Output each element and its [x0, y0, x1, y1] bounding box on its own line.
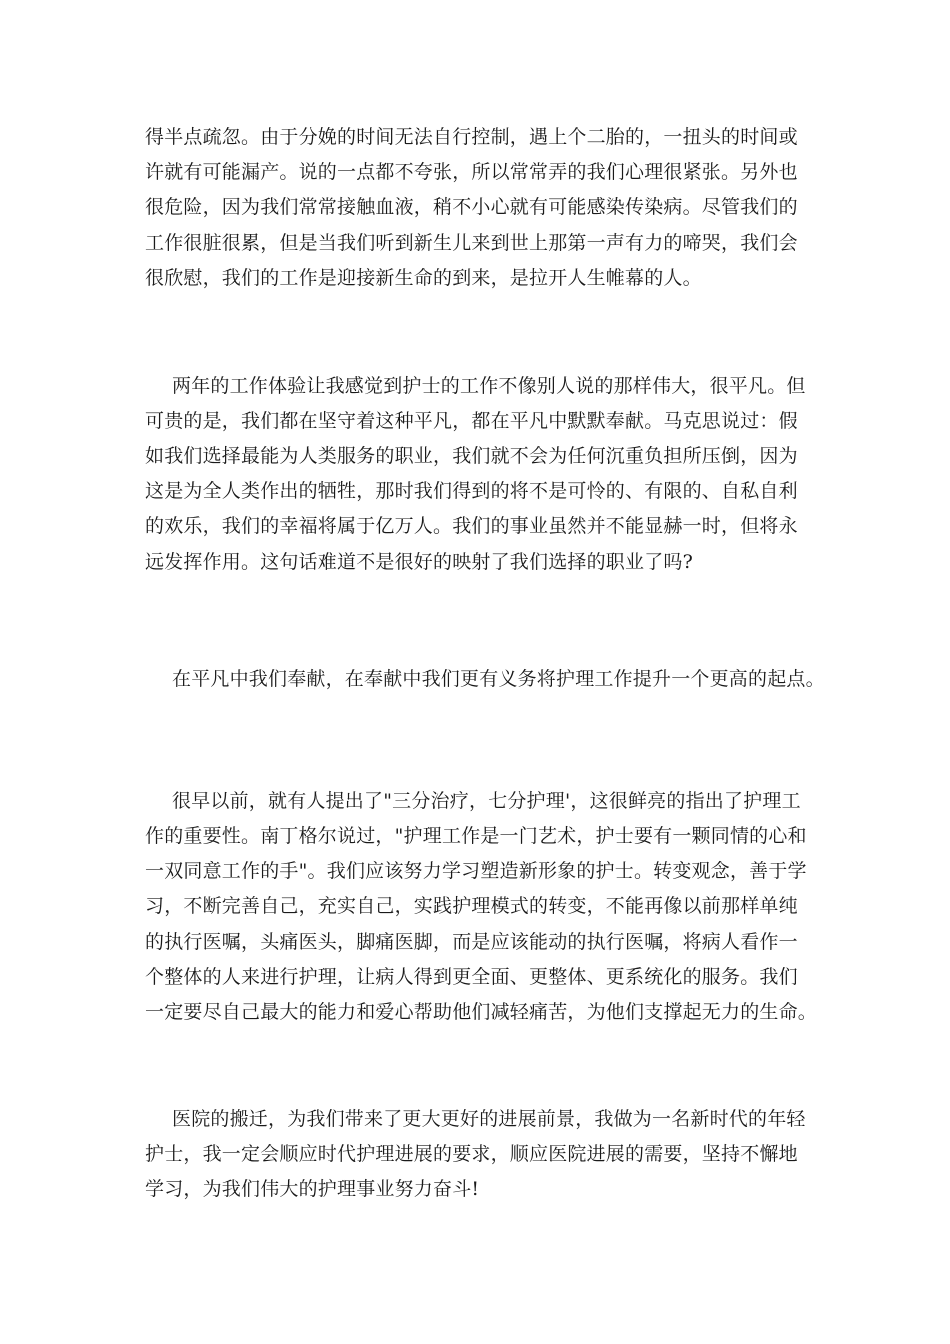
paragraph-4-line-3: 一双同意工作的手"。我们应该努力学习塑造新形象的护士。转变观念，善于学 — [145, 860, 807, 882]
paragraph-1-line-5: 很欣慰，我们的工作是迎接新生命的到来，是拉开人生帷幕的人。 — [145, 267, 702, 289]
paragraph-1-line-3: 很危险，因为我们常常接触血液，稍不小心就有可能感染传染病。尽管我们的 — [145, 196, 798, 218]
paragraph-2-line-6: 远发挥作用。这句话难道不是很好的映射了我们选择的职业了吗? — [145, 551, 693, 573]
paragraph-1-line-1: 得半点疏忽。由于分娩的时间无法自行控制，遇上个二胎的，一扭头的时间或 — [145, 126, 798, 148]
paragraph-5-line-2: 护士，我一定会顺应时代护理进展的要求，顺应医院进展的需要，坚持不懈地 — [145, 1143, 798, 1165]
paragraph-4-line-5: 的执行医嘱，头痛医头，脚痛医脚，而是应该能动的执行医嘱，将病人看作一 — [145, 931, 798, 953]
paragraph-4-line-2: 作的重要性。南丁格尔说过，"护理工作是一门艺术，护士要有一颗同情的心和 — [145, 825, 807, 847]
paragraph-5-line-1: 医院的搬迁，为我们带来了更大更好的进展前景，我做为一名新时代的年轻 — [172, 1108, 806, 1130]
paragraph-1-line-2: 许就有可能漏产。说的一点都不夸张，所以常常弄的我们心理很紧张。另外也 — [145, 161, 798, 183]
paragraph-2-line-1: 两年的工作体验让我感觉到护士的工作不像别人说的那样伟大，很平凡。但 — [172, 375, 806, 397]
paragraph-1-line-4: 工作很脏很累，但是当我们听到新生儿来到世上那第一声有力的啼哭，我们会 — [145, 232, 798, 254]
paragraph-4-line-1: 很早以前，就有人提出了"三分治疗，七分护理'，这很鲜亮的指出了护理工 — [172, 790, 801, 812]
paragraph-2-line-2: 可贵的是，我们都在坚守着这种平凡，都在平凡中默默奉献。马克思说过：假 — [145, 410, 798, 432]
paragraph-4-line-4: 习，不断完善自己，充实自己，实践护理模式的转变，不能再像以前那样单纯 — [145, 895, 798, 917]
paragraph-2-line-4: 这是为全人类作出的牺牲，那时我们得到的将不是可怜的、有限的、自私自利 — [145, 480, 798, 502]
paragraph-2-line-3: 如我们选择最能为人类服务的职业，我们就不会为任何沉重负担所压倒，因为 — [145, 445, 798, 467]
paragraph-3-line-1: 在平凡中我们奉献，在奉献中我们更有义务将护理工作提升一个更高的起点。 — [172, 668, 825, 690]
paragraph-4-line-7: 一定要尽自己最大的能力和爱心帮助他们减轻痛苦，为他们支撑起无力的生命。 — [145, 1001, 818, 1023]
paragraph-4-line-6: 个整体的人来进行护理，让病人得到更全面、更整体、更系统化的服务。我们 — [145, 966, 798, 988]
paragraph-2-line-5: 的欢乐，我们的幸福将属于亿万人。我们的事业虽然并不能显赫一时，但将永 — [145, 515, 798, 537]
paragraph-5-line-3: 学习，为我们伟大的护理事业努力奋斗! — [145, 1178, 480, 1200]
